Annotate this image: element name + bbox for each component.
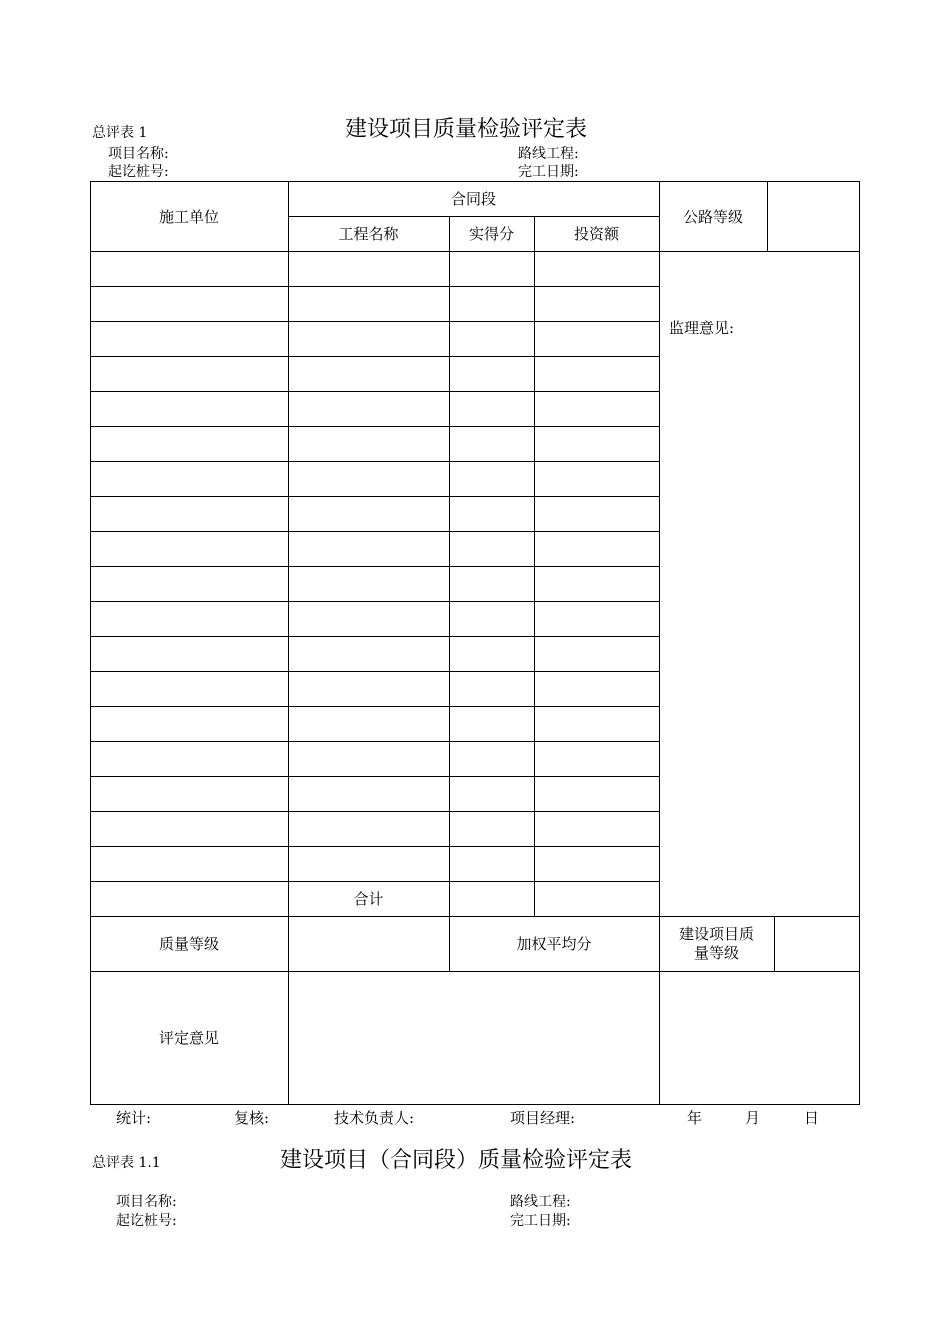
footer-year: 年 — [687, 1109, 703, 1127]
table-border-right — [859, 181, 860, 1104]
footer-tech-lead: 技术负责人: — [334, 1109, 415, 1127]
table-row-line — [90, 321, 659, 322]
quality-grade-label: 质量等级 — [158, 935, 219, 953]
table-row-line — [90, 706, 659, 707]
col-line-1 — [288, 181, 289, 916]
total-label: 合计 — [353, 890, 384, 908]
table-border-bottom — [90, 1104, 860, 1105]
page-title: 建设项目质量检验评定表 — [345, 117, 588, 142]
footer-month: 月 — [745, 1109, 761, 1127]
header-investment: 投资额 — [573, 225, 619, 243]
table-row-line — [90, 811, 659, 812]
project-quality-grade-line1: 建设项目质 — [678, 924, 754, 943]
footer-review: 复核: — [234, 1109, 270, 1127]
form2-project-name-label: 项目名称: — [116, 1194, 177, 1210]
header-contract-section: 合同段 — [450, 190, 496, 208]
supervision-opinion-label: 监理意见: — [669, 319, 735, 337]
form2-route-label: 路线工程: — [510, 1194, 571, 1210]
footer-stat: 统计: — [116, 1109, 152, 1127]
table-row-line — [90, 286, 659, 287]
route-label: 路线工程: — [518, 146, 579, 162]
table-row-line — [90, 391, 659, 392]
weighted-average-label: 加权平均分 — [516, 935, 592, 953]
quality-col-4 — [774, 916, 775, 971]
table-row-line — [90, 461, 659, 462]
table-row-line — [90, 601, 659, 602]
form2-completion-label: 完工日期: — [510, 1213, 571, 1229]
quality-col-1 — [288, 916, 289, 1104]
footer-day: 日 — [804, 1109, 820, 1127]
table-row-line — [90, 776, 659, 777]
project-quality-grade-line2: 量等级 — [693, 943, 739, 962]
table-row-line — [90, 671, 659, 672]
header-score: 实得分 — [468, 225, 514, 243]
table-row-line — [90, 531, 659, 532]
completion-date-label: 完工日期: — [518, 164, 579, 180]
table-row-line — [90, 636, 659, 637]
table-row-line — [90, 566, 659, 567]
table-row-line — [90, 846, 659, 847]
footer-project-manager: 项目经理: — [510, 1109, 576, 1127]
col-line-4 — [659, 181, 660, 916]
form2-title: 建设项目（合同段）质量检验评定表 — [280, 1148, 633, 1173]
table-row-line — [90, 426, 659, 427]
project-quality-grade-label — [659, 916, 774, 971]
form2-station-label: 起讫桩号: — [116, 1213, 177, 1229]
project-name-label: 项目名称: — [108, 146, 169, 162]
header-road-grade: 公路等级 — [682, 207, 743, 226]
evaluation-opinion-label: 评定意见 — [158, 1029, 219, 1047]
header-project-name: 工程名称 — [338, 225, 399, 243]
table-row-line — [90, 496, 659, 497]
header-construction-unit: 施工单位 — [158, 207, 219, 226]
form-code: 总评表 1 — [92, 125, 148, 141]
road-grade-value-cell[interactable] — [767, 181, 859, 251]
header-bottom-line — [90, 251, 860, 252]
form2-code: 总评表 1.1 — [92, 1155, 161, 1171]
table-row-line — [90, 356, 659, 357]
table-row-line — [90, 741, 659, 742]
station-label: 起讫桩号: — [108, 164, 169, 180]
